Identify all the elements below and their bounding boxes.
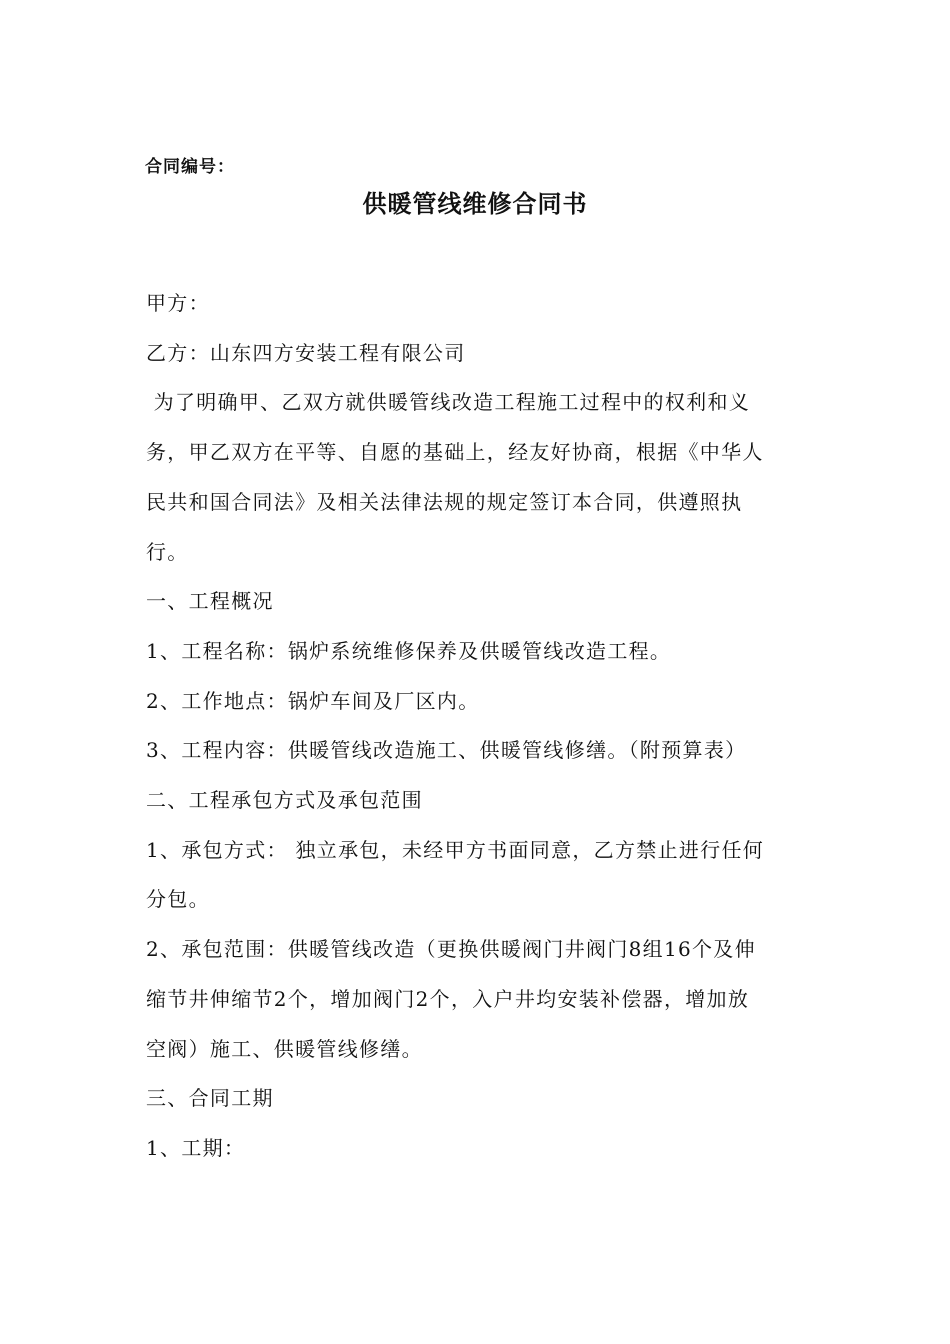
section1-item-3: 3、工程内容：供暖管线改造施工、供暖管线修缮。（附预算表） [146, 738, 747, 763]
section-heading-1: 一、工程概况 [146, 589, 274, 614]
section1-item-2: 2、工作地点：锅炉车间及厂区内。 [146, 688, 480, 713]
preamble-line: 为了明确甲、乙双方就供暖管线改造工程施工过程中的权利和义 [146, 390, 751, 415]
section2-item-1-line: 分包。 [146, 887, 210, 912]
preamble-line: 务，甲乙双方在平等、自愿的基础上，经友好协商，根据《中华人 [146, 440, 764, 465]
section2-item-2-line: 缩节井伸缩节2个，增加阀门2个，入户井均安装补偿器，增加放 [146, 986, 750, 1011]
contract-number-label: 合同编号： [145, 157, 235, 177]
preamble-line: 行。 [146, 539, 189, 564]
section-heading-2: 二、工程承包方式及承包范围 [146, 788, 423, 813]
section2-item-1 [146, 826, 796, 925]
document-title: 供暖管线维修合同书 [362, 190, 588, 218]
section3-item-1: 1、工期： [146, 1135, 246, 1160]
section2-item-2-line: 2、承包范围：供暖管线改造（更换供暖阀门井阀门8组16个及伸 [146, 937, 756, 962]
section2-item-1-line: 1、承包方式： 独立承包，未经甲方书面同意，乙方禁止进行任何 [146, 837, 765, 862]
section2-item-2 [146, 925, 796, 1074]
party-a-line: 甲方： [146, 291, 210, 315]
section-heading-3: 三、合同工期 [146, 1086, 274, 1111]
section1-item-1: 1、工程名称：锅炉系统维修保养及供暖管线改造工程。 [146, 638, 672, 663]
preamble-paragraph [146, 378, 796, 577]
section2-item-2-line: 空阀）施工、供暖管线修缮。 [146, 1036, 423, 1061]
preamble-line: 民共和国合同法》及相关法律法规的规定签订本合同，供遵照执 [146, 489, 743, 514]
party-b-line: 乙方：山东四方安装工程有限公司 [146, 340, 466, 365]
contract-body [146, 279, 796, 1174]
